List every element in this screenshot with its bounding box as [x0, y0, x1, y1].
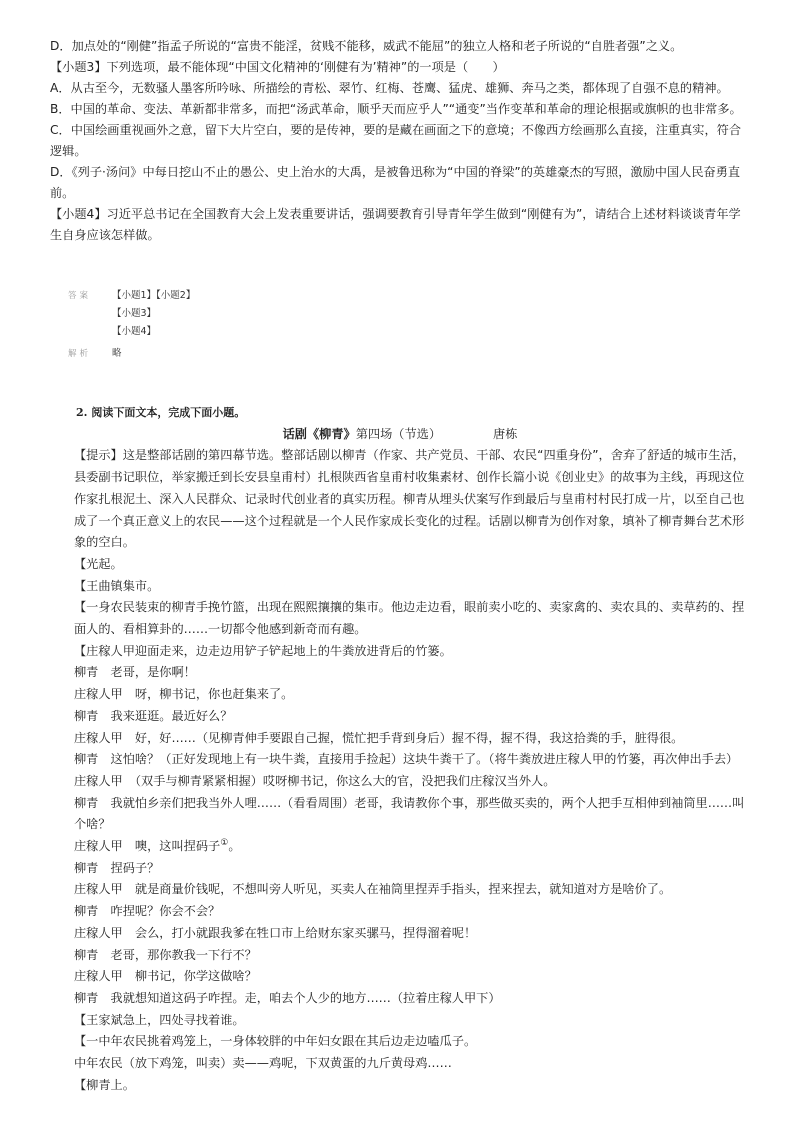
- dialogue-line: 庄稼人甲 （双手与柳青紧紧相握）哎呀柳书记，你这么大的官，没把我们庄稼汉当外人。: [74, 773, 556, 788]
- dialogue-line: 柳青 咋捏呢？你会不会？: [74, 904, 221, 919]
- stage-direction: 【光起。: [74, 556, 123, 571]
- play-title-line: [50, 424, 750, 446]
- dialogue-line: 庄稼人甲 柳书记，你学这做啥？: [74, 969, 257, 984]
- play-subtitle: 第四场（节选）: [355, 426, 442, 441]
- analysis-label: 解析: [68, 349, 92, 359]
- stage-direction: 【柳青上。: [74, 1077, 135, 1092]
- answer-value: 【小题1】【小题2】: [112, 290, 196, 301]
- dialogue-line: 柳青 老哥，是你啊！: [74, 665, 196, 680]
- dialogue-line: 柳青 我就想知道这码子咋捏。走，咱去个人少的地方……（拉着庄稼人甲下）: [74, 990, 501, 1005]
- stage-direction: 【王曲镇集市。: [74, 578, 160, 593]
- question-heading: 2. 阅读下面文本，完成下面小题。: [76, 406, 246, 419]
- analysis-value: 略: [112, 348, 122, 359]
- question-3: 【小题3】下列选项，最不能体现“中国文化精神的‘刚健有为’精神”的一项是（ ）: [50, 60, 505, 74]
- play-author: 唐栋: [493, 426, 518, 441]
- footnote-mark: ①: [220, 838, 229, 848]
- dialogue-line: 庄稼人甲 会么，打小就跟我爹在牲口市上给财东家买骡马，捏得溜着呢！: [74, 925, 477, 940]
- dialogue-line: 庄稼人甲 好，好……（见柳青伸手要跟自己握，慌忙把手背到身后）握不得，握不得，我这拾粪的手，脏得很。: [74, 730, 684, 745]
- stage-direction: 【一中年农民挑着鸡笼上，一身体较胖的中年妇女跟在其后边走边嗑瓜子。: [74, 1034, 477, 1049]
- stage-direction: 【王家斌急上，四处寻找着谁。: [74, 1012, 245, 1027]
- dialogue-line: 柳青 这怕啥？（正好发现地上有一块牛粪，直接用手捡起）这块牛粪干了。（将牛粪放进庄稼人甲的竹篓，再次伸出手去）: [74, 752, 739, 767]
- option-a: A．从古至今，无数骚人墨客所吟咏、所描绘的青松、翠竹、红梅、苍鹰、猛虎、雄狮、奔马之类，都体现了自强不息的精神。: [50, 81, 729, 95]
- intro-paragraph: 【提示】这是整部话剧的第四幕节选。整部话剧以柳青（作家、共产党员、干部、农民“四重身份”，舍弃了舒适的城市生活，县委副书记职位，举家搬迁到长安县皇甫村）扎根陕西省皇甫村收集素材、创作长篇小说《创业史》的故事为主线，再现这位作家扎根泥土、深入人民群众、记录时代创业者的真实历程。柳青从埋头伏案写作到最后与皇甫村村民打成一片，以至自己也成了一个真正意义上的农民——这个过程就是一个人民作家成长变化的过程。话剧以柳青为创作对象，填补了柳青舞台艺术形象的空白。: [74, 448, 745, 550]
- answer-value: 【小题3】: [112, 308, 157, 319]
- question-4: 【小题4】习近平总书记在全国教育大会上发表重要讲话，强调要教育引导青年学生做到“刚健有为”，请结合上述材料谈谈青年学生自身应该怎样做。: [50, 207, 741, 242]
- dialogue-line: 中年农民（放下鸡笼，叫卖）卖——鸡呢，下双黄蛋的九斤黄母鸡……: [74, 1056, 452, 1071]
- dialogue-line: 庄稼人甲 呀，柳书记，你也赶集来了。: [74, 687, 294, 702]
- answer-label: 答案: [68, 291, 92, 301]
- option-b: B．中国的革命、变法、革新都非常多，而把“汤武革命，顺乎天而应乎人”“通变”当作变革和革命的理论根据或旗帜的也非常多。: [50, 102, 742, 116]
- option-d: D．《列子·汤问》中每日挖山不止的愚公、史上治水的大禹，是被鲁迅称为“中国的脊梁”的英雄豪杰的写照，激励中国人民奋勇直前。: [50, 165, 741, 200]
- answer-value: 【小题4】: [112, 326, 157, 337]
- section-2: [50, 402, 750, 1097]
- option-c: C．中国绘画重视画外之意，留下大片空白，要的是传神，要的是藏在画面之下的意境；不像西方绘画那么直接，注重真实，符合逻辑。: [50, 123, 742, 158]
- dialogue-line: 柳青 我来逛逛。最近好么？: [74, 708, 233, 723]
- dialogue-line: 柳青 老哥，那你教我一下行不？: [74, 947, 257, 962]
- option-d-prev: D．加点处的“刚健”指孟子所说的“富贵不能淫，贫贱不能移，威武不能屈”的独立人格和老子所说的“自胜者强”之义。: [50, 39, 683, 53]
- section-1: [50, 36, 750, 246]
- dialogue-line: 庄稼人甲 就是商量价钱呢，不想叫旁人听见，买卖人在袖筒里捏弄手指头，捏来捏去，就知道对方是啥价了。: [74, 882, 672, 897]
- dialogue-line: 柳青 捏码子？: [74, 860, 160, 875]
- dialogue-text: 庄稼人甲 噢，这叫捏码子: [74, 839, 221, 854]
- dialogue-line-with-footnote: 庄稼人甲 噢，这叫捏码子①。: [74, 838, 241, 854]
- play-title: 话剧《柳青》: [282, 426, 356, 441]
- dialogue-line: 柳青 我就怕乡亲们把我当外人哩……（看看周围）老哥，我请教你个事，那些做买卖的，两个人把手互相伸到袖筒里……叫个啥？: [74, 795, 745, 832]
- stage-direction: 【一身农民装束的柳青手挽竹篮，出现在熙熙攘攘的集市。他边走边看，眼前卖小吃的、卖家禽的、卖农具的、卖草药的、捏面人的、看相算卦的……一切都令他感到新奇而有趣。: [74, 600, 745, 637]
- stage-direction: 【庄稼人甲迎面走来，边走边用铲子铲起地上的牛粪放进背后的竹篓。: [74, 643, 452, 658]
